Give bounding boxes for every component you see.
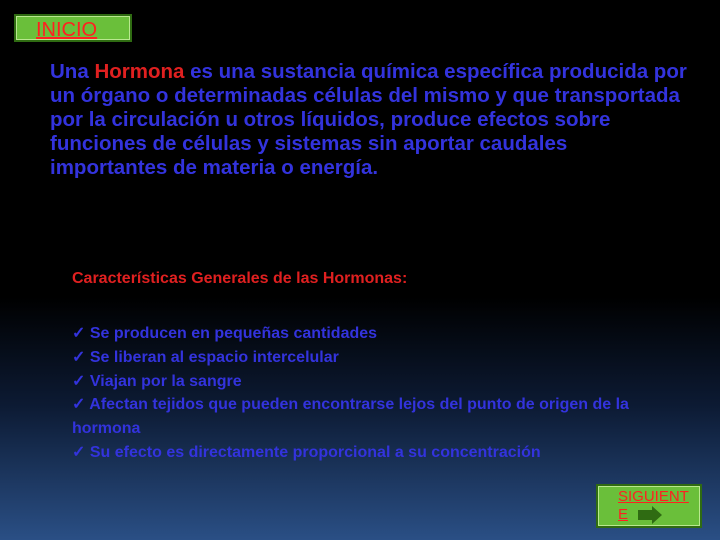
checkmark-icon: ✓ — [72, 348, 86, 366]
intro-prefix: Una — [50, 60, 95, 83]
checkmark-icon: ✓ — [72, 443, 86, 461]
siguiente-button[interactable] — [596, 484, 702, 528]
siguiente-label-line1: SIGUIENT — [618, 488, 689, 505]
siguiente-label-line2: E — [618, 506, 629, 523]
list-item: ✓ Se liberan al espacio intercelular — [72, 348, 339, 366]
intro-suffix: es una sustancia química específica producida por un órgano o determinadas células del mismo y que transportada por la circulación u otros líquidos, produce efectos sobre funciones de células y sistemas sin aportar caudales importantes de materia o energía. — [50, 60, 687, 179]
hormona-keyword: Hormona — [94, 60, 185, 83]
list-item: ✓ Su efecto es directamente proporcional a su concentración — [72, 443, 541, 461]
list-item: ✓ Se producen en pequeñas cantidades — [72, 325, 378, 342]
checkmark-icon: ✓ — [72, 372, 86, 390]
checkmark-icon: ✓ — [72, 396, 86, 414]
list-item: ✓ Viajan por la sangre — [72, 372, 242, 390]
checkmark-icon: ✓ — [72, 325, 86, 342]
next-arrow-icon — [638, 506, 662, 524]
list-item: ✓ Afectan tejidos que pueden encontrarse lejos del punto de origen de la hormona — [72, 396, 629, 438]
characteristics-heading: Características Generales de las Hormonas: — [72, 270, 408, 287]
hormone-definition — [50, 60, 690, 180]
inicio-button[interactable]: INICIO — [14, 14, 132, 42]
characteristics-list — [72, 322, 692, 465]
